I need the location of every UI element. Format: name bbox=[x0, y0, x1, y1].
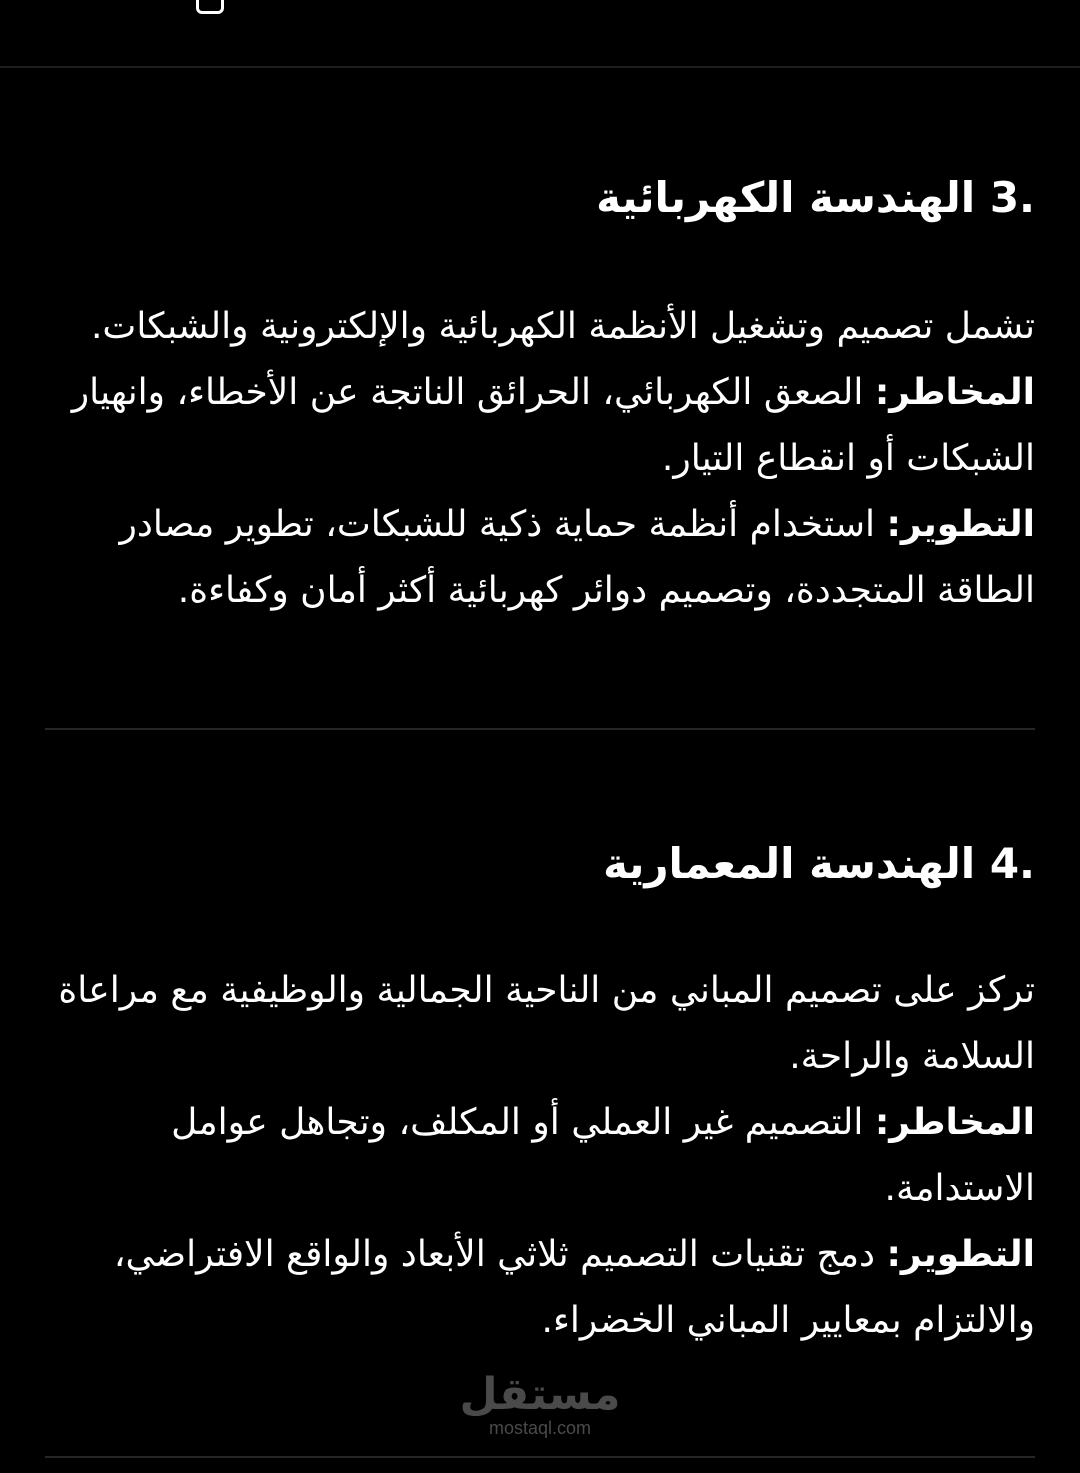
toolbar-icon[interactable] bbox=[196, 0, 224, 14]
risks-paragraph bbox=[45, 1090, 1035, 1222]
section-description: تركز على تصميم المباني من الناحية الجمالية والوظيفية مع مراعاة السلامة والراحة. bbox=[58, 970, 1035, 1077]
top-bar bbox=[0, 0, 1080, 68]
section-number: 3. bbox=[989, 173, 1035, 222]
watermark-logo-text: مستقل bbox=[459, 1369, 621, 1420]
development-text: استخدام أنظمة حماية ذكية للشبكات، تطوير مصادر الطاقة المتجددة، وتصميم دوائر كهربائية أكثر أمان وكفاءة. bbox=[119, 504, 1035, 611]
risks-paragraph bbox=[45, 360, 1035, 492]
section-heading bbox=[45, 166, 1035, 230]
development-label: التطوير: bbox=[886, 504, 1035, 545]
watermark-site-text: mostaql.com bbox=[488, 1418, 592, 1438]
risks-text: التصميم غير العملي أو المكلف، وتجاهل عوامل الاستدامة. bbox=[171, 1102, 1035, 1209]
development-paragraph bbox=[45, 492, 1035, 624]
risks-label: المخاطر: bbox=[874, 1102, 1035, 1143]
section-title: الهندسة المعمارية bbox=[603, 839, 976, 888]
watermark-logo bbox=[430, 1369, 650, 1438]
development-paragraph bbox=[45, 1222, 1035, 1354]
risks-label: المخاطر: bbox=[874, 372, 1035, 413]
section-electrical-engineering bbox=[45, 166, 1035, 230]
section-heading bbox=[45, 832, 1035, 896]
development-label: التطوير: bbox=[886, 1234, 1035, 1275]
section-title: الهندسة الكهربائية bbox=[596, 173, 976, 222]
risks-text: الصعق الكهربائي، الحرائق الناتجة عن الأخطاء، وانهيار الشبكات أو انقطاع التيار. bbox=[71, 372, 1035, 479]
section-divider bbox=[45, 728, 1035, 730]
section-electrical-body bbox=[45, 294, 1035, 624]
development-text: دمج تقنيات التصميم ثلاثي الأبعاد والواقع الافتراضي، والالتزام بمعايير المباني الخضراء. bbox=[113, 1234, 1035, 1341]
section-architectural-body bbox=[45, 958, 1035, 1354]
section-architectural-engineering bbox=[45, 832, 1035, 896]
section-description: تشمل تصميم وتشغيل الأنظمة الكهربائية والإلكترونية والشبكات. bbox=[90, 306, 1035, 347]
section-number: 4. bbox=[989, 839, 1035, 888]
section-divider bbox=[45, 1456, 1035, 1458]
